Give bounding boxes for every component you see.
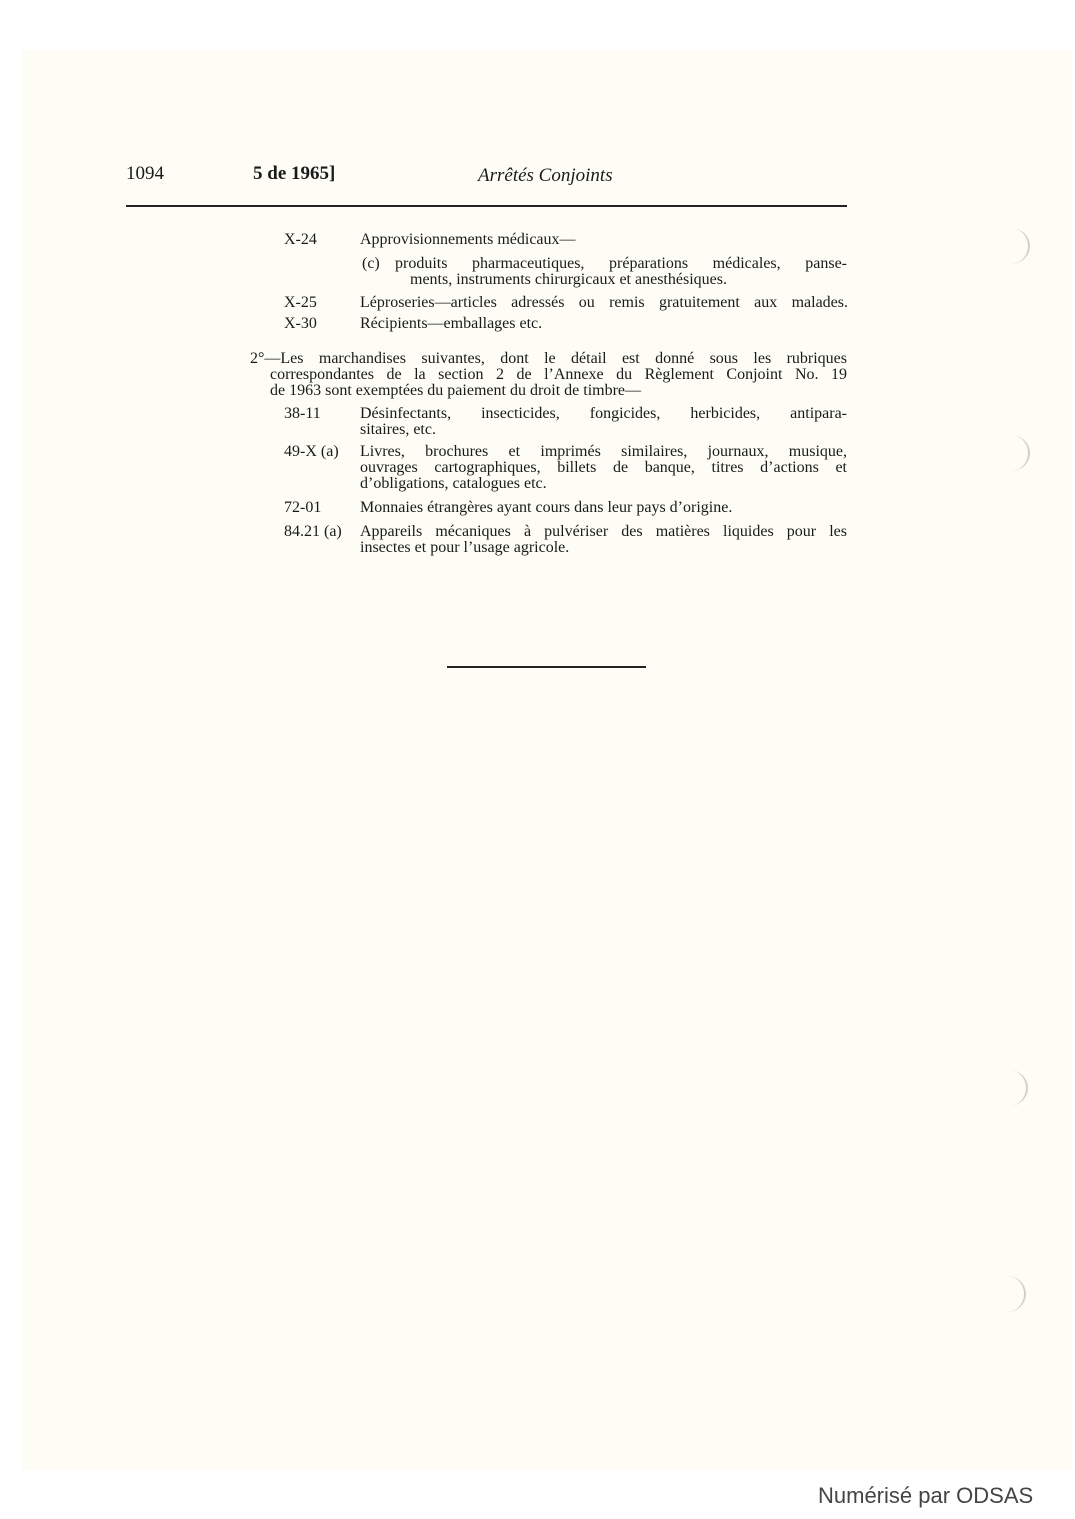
item-code: 38-11 bbox=[284, 405, 321, 422]
item-code: 72-01 bbox=[284, 499, 322, 516]
sub-item-line: produits pharmaceutiques, préparations médicales, panse- bbox=[395, 255, 847, 272]
item-code: X-25 bbox=[284, 294, 317, 311]
item-text: Appareils mécaniques à pulvériser des matières liquides pour les bbox=[360, 523, 847, 540]
paragraph-line: de 1963 sont exemptées du paiement du droit de timbre— bbox=[270, 382, 642, 399]
sub-item-label: (c) bbox=[362, 255, 380, 272]
end-rule bbox=[447, 666, 646, 668]
item-text: Léproseries—articles adressés ou remis gratuitement aux malades. bbox=[360, 294, 848, 311]
item-text: insectes et pour l’usage agricole. bbox=[360, 539, 570, 556]
item-text: Livres, brochures et imprimés similaires, journaux, musique, bbox=[360, 443, 847, 460]
item-text: sitaires, etc. bbox=[360, 421, 436, 438]
item-code: 49-X (a) bbox=[284, 443, 339, 460]
item-text: d’obligations, catalogues etc. bbox=[360, 475, 547, 492]
page-number: 1094 bbox=[126, 163, 164, 184]
item-text: ouvrages cartographiques, billets de banque, titres d’actions et bbox=[360, 459, 847, 476]
binder-hole bbox=[992, 228, 1030, 264]
header-rule bbox=[126, 205, 847, 207]
item-text: Monnaies étrangères ayant cours dans leur pays d’origine. bbox=[360, 499, 733, 516]
binder-hole bbox=[990, 1070, 1028, 1106]
binder-hole bbox=[992, 435, 1030, 471]
item-code: 84.21 (a) bbox=[284, 523, 342, 540]
item-text: Récipients—emballages etc. bbox=[360, 315, 543, 332]
digitization-credit: Numérisé par ODSAS bbox=[818, 1483, 1034, 1508]
item-code: X-30 bbox=[284, 315, 317, 332]
paragraph-line: correspondantes de la section 2 de l’Annexe du Règlement Conjoint No. 19 bbox=[270, 366, 847, 383]
item-text: Désinfectants, insecticides, fongicides, herbicides, antipara- bbox=[360, 405, 847, 422]
sub-item-line: ments, instruments chirurgicaux et anesthésiques. bbox=[410, 271, 727, 288]
paragraph-line: 2°—Les marchandises suivantes, dont le détail est donné sous les rubriques bbox=[250, 350, 847, 367]
item-code: X-24 bbox=[284, 231, 317, 248]
page-title: Arrêtés Conjoints bbox=[478, 165, 613, 186]
binder-hole bbox=[988, 1276, 1026, 1312]
item-text: Approvisionnements médicaux— bbox=[360, 231, 576, 248]
year-reference: 5 de 1965] bbox=[253, 163, 336, 184]
